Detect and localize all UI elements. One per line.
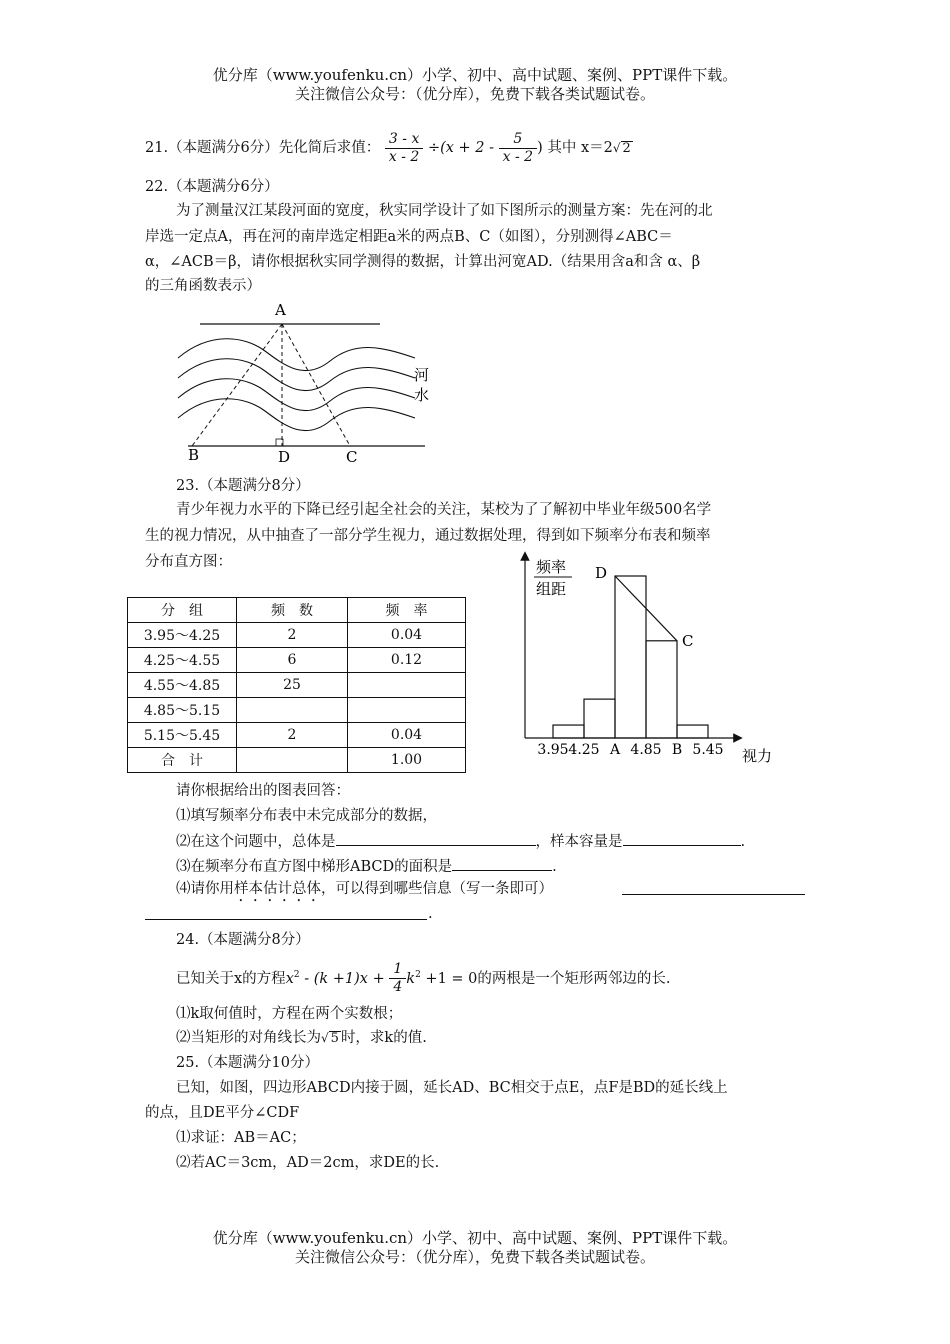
table-cell: 0.12: [348, 648, 466, 673]
header-line-2: 关注微信公众号：（优分库），免费下载各类试题试卷。: [294, 85, 655, 103]
x-tick-label: A: [609, 742, 621, 758]
q24-sub-2-b: 时，求k的值.: [340, 1030, 427, 1046]
q23-sub-2-c: .: [740, 834, 746, 850]
triangle-dashed: [192, 324, 350, 446]
q24-eq-b: - (k +1)x +: [299, 970, 385, 987]
table-header: 频 数: [237, 598, 348, 623]
point-c-label: C: [682, 631, 694, 650]
histogram-bar: [646, 641, 677, 738]
x-tick-label: 3.95: [537, 742, 569, 758]
q24-frac-den: 4: [393, 979, 403, 996]
table-cell: 6: [237, 648, 348, 673]
river-diagram: [170, 296, 440, 466]
q25-line-1: 已知，如图，四边形ABCD内接于圆，延长AD、BC相交于点E，点F是BD的延长线上: [176, 1080, 728, 1096]
x-axis-label: 视力: [742, 747, 773, 765]
q24-eq-suffix: 的两根是一个矩形两邻边的长.: [477, 970, 671, 987]
q24-eq-sup2: 2: [415, 970, 421, 980]
q25-title: 25.（本题满分10分）: [176, 1055, 320, 1071]
q24-equation-line: [176, 955, 671, 999]
q25-sub-1: ⑴求证：AB＝AC；: [176, 1130, 306, 1146]
blank-info-line-2[interactable]: [145, 905, 427, 920]
table-row: [128, 648, 466, 673]
table-row: [128, 673, 466, 698]
q23-sub-3-b: .: [552, 859, 557, 875]
q22-line-2: 岸选一定点A，再在河的南岸选定相距a米的两点B、C（如图），分别测得∠ABC＝: [145, 229, 673, 245]
table-row: [128, 698, 466, 723]
table-row: [128, 723, 466, 748]
table-cell: 合 计: [128, 748, 237, 773]
blank-sample-size[interactable]: [623, 831, 741, 846]
q23-sub-4-a: ⑷请你用: [176, 881, 234, 897]
q23-sub-2-b: ，样本容量是: [535, 834, 623, 850]
frequency-histogram: [500, 548, 800, 770]
q22-line-4: 的三角函数表示）: [145, 278, 261, 294]
q23-sub-1: ⑴填写频率分布表中未完成部分的数据，: [176, 808, 437, 824]
q23-sub-2: [176, 831, 745, 852]
table-cell: 4.55～4.85: [128, 673, 237, 698]
q21-sqrt: 2: [622, 141, 631, 156]
histogram-bar: [677, 725, 708, 738]
q23-sub-4-end: .: [428, 906, 433, 922]
x-tick-label: 4.85: [630, 742, 662, 758]
q23-sub-4: [176, 879, 553, 905]
table-cell: [348, 698, 466, 723]
q22-line-3: α，∠ACB＝β，请你根据秋实同学测得的数据，计算出河宽AD.（结果用含a和含 α、β: [145, 254, 701, 270]
q24-eq-d: +1 = 0: [420, 970, 478, 987]
table-row: [128, 748, 466, 773]
table-cell: 4.25～4.55: [128, 648, 237, 673]
table-cell: 5.15～5.45: [128, 723, 237, 748]
q23-sub-4-emphasis: 样本估计总体: [234, 881, 321, 897]
header-line-1: 优分库（www.youfenku.cn）小学、初中、高中试题、案例、PPT课件下载。: [212, 66, 738, 84]
table-row: [128, 623, 466, 648]
point-c-label: C: [346, 448, 358, 466]
q24-eq-sup: 2: [293, 970, 300, 980]
q25-line-2: 的点，且DE平分∠CDF: [145, 1105, 300, 1121]
table-cell: 1.00: [348, 748, 466, 773]
q23-sub-3: [176, 856, 557, 877]
q24-frac-num: 1: [389, 961, 406, 979]
point-d-label: D: [278, 448, 291, 466]
x-tick-label: B: [671, 742, 683, 758]
q21-f1-num: 3 - x: [385, 131, 423, 149]
table-cell: 0.04: [348, 623, 466, 648]
table-cell: 25: [237, 673, 348, 698]
q23-line-2: 生的视力情况，从中抽查了一部分学生视力，通过数据处理，得到如下频率分布表和频率: [145, 528, 711, 544]
river-label-1: 河: [414, 366, 430, 384]
blank-info-line-1[interactable]: [622, 880, 805, 895]
q24-sub-1: ⑴k取何值时，方程在两个实数根；: [176, 1006, 403, 1022]
river-label-2: 水: [414, 386, 430, 404]
table-header-row: [128, 598, 466, 623]
table-cell: [237, 698, 348, 723]
q24-sub-2-a: ⑵当矩形的对角线长为: [176, 1030, 321, 1046]
table-cell: 2: [237, 623, 348, 648]
x-tick-label: 4.25: [568, 742, 600, 758]
blank-trapezoid-area[interactable]: [452, 856, 552, 871]
table-cell: 4.85～5.15: [128, 698, 237, 723]
histogram-bar: [615, 576, 646, 738]
table-header: 频 率: [348, 598, 466, 623]
point-b-label: B: [188, 446, 200, 464]
q24-fraction: [389, 961, 406, 996]
histogram-bar: [584, 699, 615, 738]
q24-title: 24.（本题满分8分）: [176, 932, 310, 948]
q21-prefix: 21.（本题满分6分）先化简后求值：: [145, 140, 381, 156]
table-header: 分 组: [128, 598, 237, 623]
q23-line-1: 青少年视力水平的下降已经引起全社会的关注，某校为了了解初中毕业年级500名学: [176, 502, 712, 518]
q24-sqrt: 5: [330, 1031, 339, 1046]
table-cell: [348, 673, 466, 698]
q24-eq-x: x: [285, 970, 294, 987]
q21-fraction-1: [385, 131, 423, 166]
q21-div: ÷(x + 2 -: [427, 140, 495, 156]
frequency-table: [127, 597, 466, 773]
q21-f2-den: x - 2: [502, 148, 534, 165]
q25-sub-2: ⑵若AC＝3cm，AD＝2cm，求DE的长.: [176, 1155, 440, 1171]
histogram-bar: [553, 725, 584, 738]
table-cell: 2: [237, 723, 348, 748]
q24-eq-prefix: 已知关于x的方程: [176, 970, 286, 987]
q22-title: 22.（本题满分6分）: [145, 179, 279, 195]
table-cell: 0.04: [348, 723, 466, 748]
y-label-top: 频率: [536, 558, 567, 576]
point-a-label: A: [275, 301, 286, 319]
q21-f2-num: 5: [499, 131, 537, 149]
histogram-bars: [553, 576, 708, 738]
blank-population[interactable]: [336, 831, 536, 846]
y-label-bottom: 组距: [536, 580, 567, 598]
q21-suffix: 其中 x＝2: [547, 140, 613, 156]
x-tick-labels: [537, 742, 723, 758]
q23-sub-4-b: ，可以得到哪些信息（写一条即可）: [321, 881, 553, 897]
x-tick-label: 5.45: [692, 742, 724, 758]
q23-sub-3-a: ⑶在频率分布直方图中梯形ABCD的面积是: [176, 859, 453, 875]
q22-line-1: 为了测量汉江某段河面的宽度，秋实同学设计了如下图所示的测量方案：先在河的北: [176, 203, 713, 219]
table-cell: 3.95～4.25: [128, 623, 237, 648]
footer-line-1: 优分库（www.youfenku.cn）小学、初中、高中试题、案例、PPT课件下载。: [212, 1229, 738, 1247]
q24-sub-2: ⑵当矩形的对角线长为√ 5 时，求k的值.: [176, 1030, 427, 1046]
q23-title: 23.（本题满分8分）: [176, 478, 310, 494]
table-cell: [237, 748, 348, 773]
q23-sub-2-a: ⑵在这个问题中，总体是: [176, 834, 336, 850]
footer-line-2: 关注微信公众号：（优分库），免费下载各类试题试卷。: [294, 1248, 655, 1266]
q21-close: ): [537, 140, 543, 156]
q21-fraction-2: [499, 131, 537, 166]
q24-eq-k: k: [406, 970, 416, 987]
q23-prompt: 请你根据给出的图表回答：: [176, 783, 350, 799]
point-d-label: D: [595, 564, 608, 582]
q21: 21.（本题满分6分）先化简后求值： $\frac{3 - x}{x - 2}$ ÷(x + 2 - $\frac{5}{x - 2}$ ) 其中 x＝2√ 2: [145, 130, 631, 165]
q23-line-3: 分布直方图：: [145, 554, 232, 570]
q21-f1-den: x - 2: [388, 148, 420, 165]
